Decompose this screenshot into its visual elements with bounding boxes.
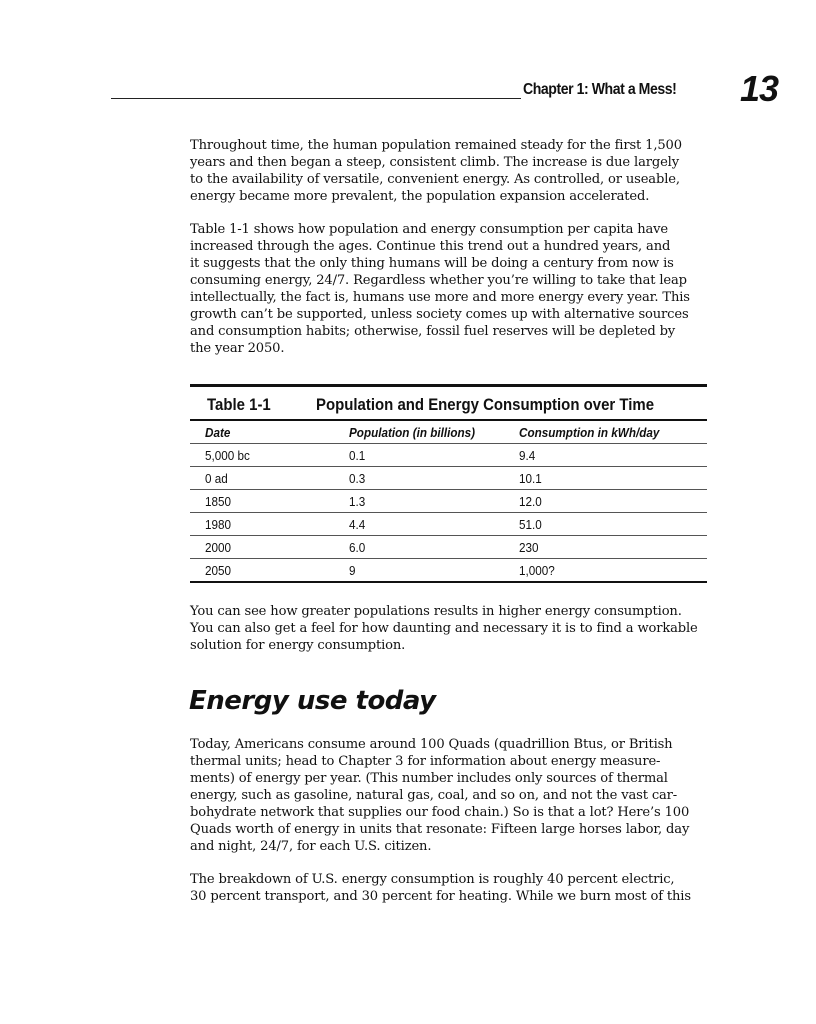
cell-consumption: 9.4 [519,448,536,463]
table-population-energy [190,384,707,583]
text-line: and consumption habits; otherwise, fossil fuel reserves will be depleted by [190,324,676,339]
table-row [190,444,707,466]
text-line: energy, such as gasoline, natural gas, coal, and so on, and not the vast car- [190,788,678,803]
text-line: to the availability of versatile, convenient energy. As controlled, or useable, [190,172,680,187]
cell-population: 9 [349,563,356,578]
table-title: Population and Energy Consumption over Time [316,395,655,414]
table-row [190,513,707,535]
text-line: and night, 24/7, for each U.S. citizen. [190,839,432,854]
table-row [190,490,707,512]
text-line: 30 percent transport, and 30 percent for heating. While we burn most of this [190,889,691,904]
text-line: You can see how greater populations results in higher energy consumption. [190,604,682,619]
column-header-consumption: Consumption in kWh/day [519,425,660,440]
cell-population: 4.4 [349,517,366,532]
text-line: growth can’t be supported, unless society comes up with alternative sources [190,307,689,322]
paragraph-breakdown [190,871,712,905]
table-caption [190,387,707,419]
table-row [190,536,707,558]
text-line: solution for energy consumption. [190,638,406,653]
cell-date: 5,000 bc [205,448,250,463]
cell-date: 2050 [205,563,232,578]
table-label: Table 1-1 [207,395,271,414]
column-header-date: Date [205,425,231,440]
cell-date: 1850 [205,494,232,509]
text-line: You can also get a feel for how daunting and necessary it is to find a workable [190,621,698,636]
chapter-title: Chapter 1: What a Mess! [523,81,677,98]
table-row [190,467,707,489]
table-bottom-rule [190,581,707,583]
column-header-population: Population (in billions) [349,425,476,440]
paragraph-population-growth [190,137,712,205]
text-line: increased through the ages. Continue this trend out a hundred years, and [190,239,671,254]
cell-population: 1.3 [349,494,366,509]
cell-consumption: 230 [519,540,539,555]
cell-population: 0.3 [349,471,366,486]
cell-date: 0 ad [205,471,228,486]
text-line: Table 1-1 shows how population and energy consumption per capita have [190,222,669,237]
text-line: the year 2050. [190,341,285,356]
text-line: energy became more prevalent, the population expansion accelerated. [190,189,650,204]
table-header-row [190,421,707,443]
cell-consumption: 12.0 [519,494,542,509]
text-line: bohydrate network that supplies our food chain.) So is that a lot? Here’s 100 [190,805,690,820]
text-line: intellectually, the fact is, humans use more and more energy every year. This [190,290,690,305]
cell-consumption: 51.0 [519,517,542,532]
cell-date: 1980 [205,517,232,532]
cell-consumption: 1,000? [519,563,555,578]
text-line: Quads worth of energy in units that resonate: Fifteen large horses labor, day [190,822,690,837]
paragraph-quads [190,736,712,855]
text-line: consuming energy, 24/7. Regardless whether you’re willing to take that leap [190,273,687,288]
cell-population: 6.0 [349,540,366,555]
paragraph-table-intro [190,221,712,357]
section-heading: Energy use today [189,686,436,716]
cell-date: 2000 [205,540,232,555]
text-line: Throughout time, the human population remained steady for the first 1,500 [190,138,682,153]
text-line: The breakdown of U.S. energy consumption is roughly 40 percent electric, [190,872,675,887]
text-line: ments) of energy per year. (This number includes only sources of thermal [190,771,668,786]
text-line: thermal units; head to Chapter 3 for information about energy measure- [190,754,661,769]
header-rule [111,98,521,99]
cell-population: 0.1 [349,448,366,463]
cell-consumption: 10.1 [519,471,542,486]
text-line: it suggests that the only thing humans will be doing a century from now is [190,256,674,271]
page-number: 13 [740,68,779,109]
text-line: Today, Americans consume around 100 Quads (quadrillion Btus, or British [190,737,673,752]
table-row [190,559,707,581]
text-line: years and then began a steep, consistent climb. The increase is due largely [190,155,679,170]
paragraph-table-conclusion [190,603,712,654]
